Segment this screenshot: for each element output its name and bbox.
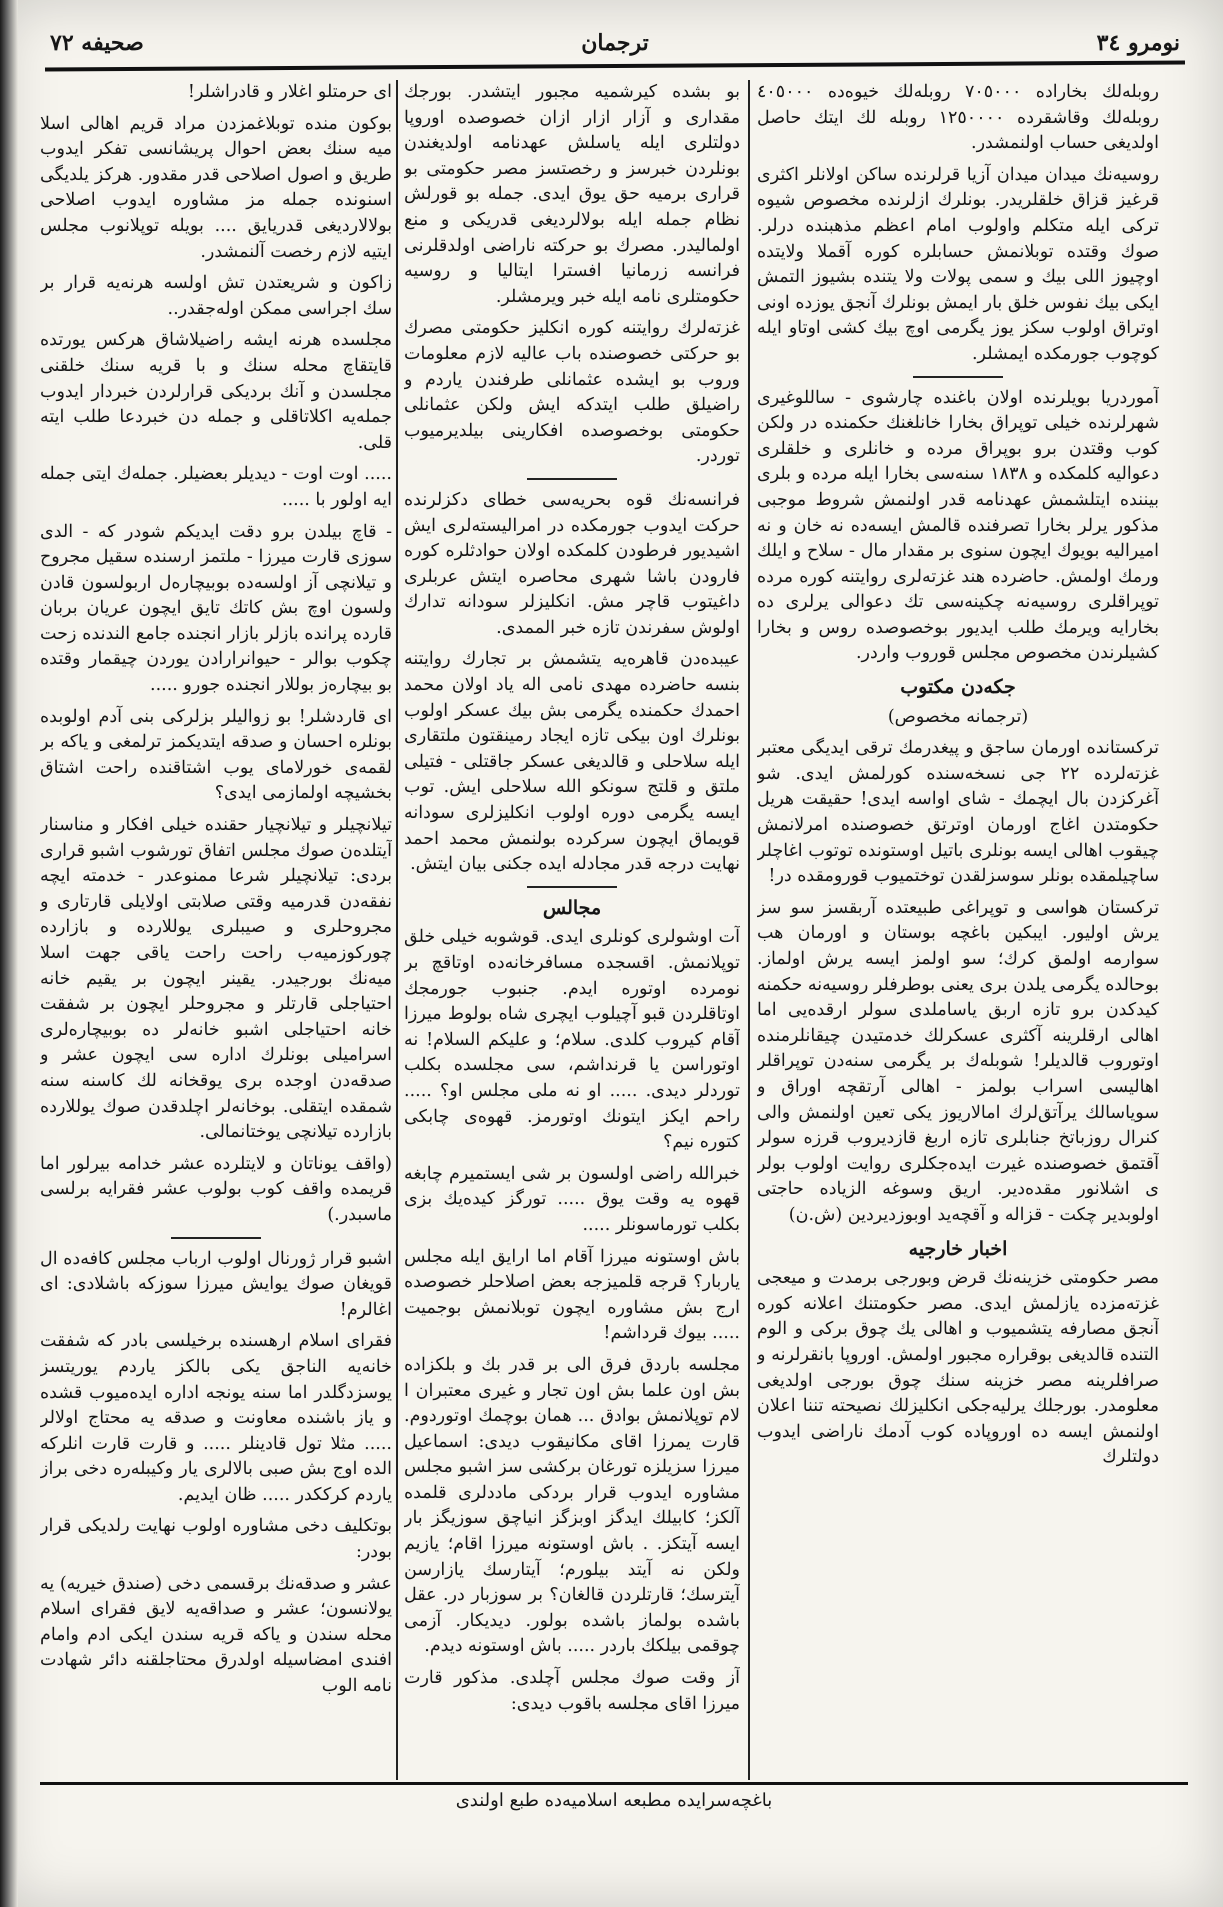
footer-rule xyxy=(40,1782,1188,1785)
section-subheading: (ترجمانه مخصوص) xyxy=(887,706,1029,727)
article-paragraph: بو بشده كیرشمیه مجبور ایتشدر. بورجك مقداری و آزار ازار ازان خصوصده اوروپا دولتلری ایله یاسلش عهدنامه اولدیغندن بونلردن خبرسز و رخصتسز مصر حكومتی بو قراری برمیه حق یوق ایدی. جمله بو قورلش نظام جمله ایله بولالردیغی قدریكی و منع اولمالیدر. مصرك بو حركته ناراضی اولدقلرنی فرانسه زرمانیا افسترا ایتالیا و روسیه حكومتلری نامه ایله خبر ویرمشلر. xyxy=(404,82,740,307)
section-separator xyxy=(171,1237,261,1239)
column-middle xyxy=(404,80,740,1770)
column-divider-right xyxy=(748,80,750,1780)
article-paragraph: آت اوشولری كونلری ایدی. قوشوبه خیلی خلق توپلانمش. اقسجده مسافرخانه‌ده اوتاقچ بر نومرده اوتوره ایدم. جنبوب جورمجك اوتاقلردن قبو آچیلوب ایچری شاه بولوط میرزا آقام كیروب كلدی. سلام؛ و علیكم السلام! نه اوتوراسن یا قرنداشم، سی مجلسده بكلب توردلر دیدی. ..... او نه ملی مجلس او؟ ..... راحم ایكز ایتونك اوتورمز. قهوه‌ی چابكی كتوره نیم؟ xyxy=(404,927,740,1153)
article-paragraph: - قاچ بیلدن برو دقت ایدیكم شودر كه - الدی سوزی قارت میرزا - ملتمز ارسنده سقیل مجروح و تیلانچی آز اولسه‌ده بوبیچاره‌ل اربولسون قادن ولسون اوچ بش كاتك تایق ایچون عریان بربان قارده پرانده بازلر بازار انجنده جامع الندنده زحت چكوب بوالر - حیوانرارادن یوردن چیقمار وقتده بو بیچاره‌ز بوللار انجنده جورو ..... xyxy=(40,521,392,696)
article-paragraph: مصر حكومتی خزینه‌نك قرض وبورجی برمدت و میعجی غزته‌مزده یازلمش ایدی. مصر حكومتنك اعلانه كوره آنجق مصارفه یتشمیوب و اهالی یك چوق بركی و الوم التنده قالدیغی بوقراره مجبور اولمش. اوروپا بانقرلرنه و صرافلرینه مصر خزینه سنك چوق بورجی اولدیغی معلومدر. بورجلك یرلیه‌جكی انكلیزلك نصیحته تننا اعلان اولنمش ایسه ده اوروپاده كوب آدمك ناراضی ایدوب دولتلرك xyxy=(757,1268,1159,1468)
issue-number: نومرو ٣٤ xyxy=(1096,30,1180,56)
column-left xyxy=(40,80,392,1770)
article-paragraph: بوكون منده توبلاغمزدن مراد قریم اهالی اسلا میه سنك بعض احوال پریشانسی تفكر ایدوب طریق و اصول اصلاحی قدر مقدور. هركز یلدیگی اسنونده جمله مز مشاوره ایدوب اصلاحی بولالاردیغی قدریایق .... بویله توپلانوب مجلس ایتیه لازم رخصت آلنمشدر. xyxy=(40,113,392,262)
article-paragraph: روسیه‌نك میدان میدان آزیا قرلرنده ساكن اولانلر اكثری قرغیز قزاق خلقلریدر. بونلرك ازلرنده مخصوص شیوه تركی ایله متكلم واولوب امام اعظم مذهبنده درلر. صوك وقتده توبلانمش حسابلره كوره آقملا ولایتده اوچیوز اللی بیك و سمی پولات ولا یتنده بشیوز التمش ایكی بیك نفوس خلق بار ایمش بونلرك آنجق یوزده اونی اوتراق اولوب سكز یوز یگرمی اوچ بیك كشی اوتاو ایله كوچوب جورمكده ایمشلر. xyxy=(757,164,1159,364)
article-paragraph: آموردریا بویلرنده اولان باغنده چارشوی - ساللوغیری شهرلرنده خیلی توپراق بخارا خانلغنك حكمنده در ولكن كوب وقتدن برو بوپراق مرده و خانلری و خلقلری دعوالیه كلمكده و ١٨٣٨ سنه‌سی بخارا ایله مرده و بلری بیننده ایتلشمش عهدنامه قدر اولنمش شروط موجبی مذكور یرلر بخارا تصرفنده قالمش ایسه‌ده نه خان و نه امیرالیه بویوك ایچون سنوی بر مقدار مال - سلاح و ایلك ورمك اولمش. حاضرده هند غزته‌لری روایتنه كوره مرده توپراقلری روسیه‌نه چكینه‌سی تك دعوالی یرلری ده بخارایه ویرمك طلب ایدیور بوخصوصده روس و بخارا كشیلرندن مخصوص مجلس قوروب واردر. xyxy=(757,387,1159,664)
column-divider-left xyxy=(396,80,398,1780)
scan-edge-shadow xyxy=(0,0,18,1907)
article-paragraph: فرانسه‌نك قوه بحریه‌سی خطای دكزلرنده حركت ایدوب جورمكده در امرالیسته‌لری ایش اشیدیور فرطودن كلمكده اولان حوادثلره كوره فارودن باشا شهری محاصره ایتش عربلری داغیتوب قاچر مش. انكلیزلر سودانه تدارك اولوش سفرندن تازه خبر الممدی. xyxy=(404,489,740,638)
article-paragraph: تركستان هواسی و توپراغی طبیعتده آربقسز سو سز یرش اولیور. ایبكین باغچه بوستان و اورمان هب سوارمه اولمق كرك؛ سو اولمز ایسه یرش اولماز. بوحالده یگرمی یلدن بری یعنی بوطرفلر روسیه‌نه حكمنه كیدكدن برو تازه اربق یاساملدی سولر ارقده‌یی اما اهالی ارقلرینه آكثری عسكرلك خدمتیدن چیقانلرمنده اوتوروب قالدیلر! شوبله‌ك بر یگرمی سنه‌دن توپراقلر اهالیسی اسراب بولمز - اهالی آرتقچه اوراق و سویاسالك یرآتق‌لرك امالاریوز یكی تعین اولنمش والی كنرال روزباتخ جنابلری تازه اربغ قازدیروب قرزه سولر آقتمق خصوصنده غیرت ایده‌جكلری روایت اولوب بولر ی اشلانور مقده‌دیر. اریق وسوغه الزیاده حاجتی اولوبدیر چكت - قزاله و آقچه‌ید اوبوزدیردین (ش.ن) xyxy=(757,897,1159,1225)
article-paragraph: تیلانچیلر و تیلانچیار حقنده خیلی افكار و مناسنار آیتلده‌ن صوك مجلس اتفاق تورشوب اشبو قراری بردی: تیلانچیلر شرعا ممنوعدر - خدمته ایچه نفقه‌دن قدرمیه وقتی صلابتی اولایلی قارتاری و مجروحلری و صیبلری یوللارده و بازارده چوركوزمیه‌ب راحت راحت یاقی جهت اسلا میه‌نك بورجیدر. یقینر ایچون بر یقیم خانه احتیاجلی قارتلر و مجروحلر ایچون بر شفقت خانه احتیاجلی اشبو خانه‌لر ده بوبیچاره‌لری اسرامیلی بونلرك اداره سی ایچون عشر و صدقه‌دن اوجده بری یوقخانه لك كاسنه سنه شمقده ایتقلی. بوخانه‌لر اچلدقدن صوك یوللارده بازارده تیلانچی یوختانمالی. xyxy=(40,815,392,1143)
article-paragraph: ای حرمتلو اغلار و قادراشلر! xyxy=(187,82,392,102)
article-paragraph: تركستانده اورمان ساجق و پیغدرمك ترقی ایدیگی معتبر غزته‌لرده ٢٢ جی نسخه‌سنده كورلمش ایدی. شو آغركزدن بال ایچمك - شای اواسه ایدی! حقیقت هریل حكومتدن اغاج اورمان اوترتق خصوصنده امرلانمش چیقوب اهالی ایسه بونلری باتیل اوستونده توتوب اغاچلر ساچیلمقده بونلر سوسزلقدن توختمیوب قورومقده در! xyxy=(757,738,1159,887)
article-paragraph: روبله‌لك بخاراده ٧٠٥٠٠٠ روبله‌لك خیوه‌ده ٤٠٥٠٠٠ روبله‌لك وقاشقرده ١٢٥٠٠٠٠ روبله لك ایتك حاصل اولدیغی حساب اولنمشدر. xyxy=(757,82,1159,154)
article-paragraph: ..... اوت اوت - دیدیلر بعضیلر. جمله‌ك ایتی جمله ایه اولور با ..... xyxy=(40,464,392,510)
newspaper-title: ترجمان xyxy=(581,30,649,56)
section-separator xyxy=(527,478,617,480)
article-paragraph: مجلسده هرنه ایشه راضیلاشاق هركس یورتده قایتقاچ محله سنك و با قریه سنك خلقنی مجلسدن و آنك بردیكی قرارلردن خبردار ایدوب جمله‌یه اكلاتاقلی و جمله دن خبردعا طلب ایته قلی. xyxy=(40,330,392,453)
printer-imprint: باغچه‌سرایده مطبعه اسلامیه‌ده طبع اولندی xyxy=(455,1790,773,1811)
page-number: صحیفه ٧٢ xyxy=(50,30,144,56)
section-heading: اخبار خارجیه xyxy=(908,1237,1008,1260)
column-right xyxy=(757,80,1159,1770)
article-paragraph: غزته‌لرك روایتنه كوره انكلیز حكومتی مصرك بو حركتی خصوصنده باب عالیه لازم معلومات وروب بو ایشده عثمانلی طرفندن یاردم و راضیلق طلب ایتدكه ایش ولكن عثمانلی حكومتی بوخصوصده افكارینی بیلدیرمیوب توردر. xyxy=(404,318,740,467)
article-paragraph: مجلسه باردق فرق الی بر قدر بك و بلكزاده بش اون علما بش اون تجار و غیری معتبران ا لام توپلانمش بوادق ... همان بوچمك اوتوردوم. قارت یمرزا اقای مكانیقوب دیدی: اسماعیل میرزا سزیلزه تورغان بركشی سز اشبو مجلس مشاوره ایدوب قرار بردكی ماددلری قلمده آلكز؛ كابیلك ایدگز اوبزگز انیاچق سوزیگز بار ایسه آیتكز. . باش اوستونه میرزا اقام؛ یازیم ولكن نه آیتد بیلورم؛ آیتارسك یازارسن آیترسك؛ قارتلردن قالغان؟ بر سوزبار در. عقل باشده بولماز باشده بولور. دیدیكار. آزمی چوقمی بیلكك باردر ..... باش اوستونه دیدم. xyxy=(404,1354,740,1657)
article-paragraph: اشبو قرار ژورنال اولوب ارباب مجلس كافه‌ده ال قویغان صوك یوایش میرزا سوزكه باشلادی: ای اغالرم! xyxy=(40,1248,392,1320)
article-paragraph: عشر و صدقه‌نك برقسمی دخی (صندق خیریه) یه یولانسون؛ عشر و صداقه‌یه لایق فقرای اسلام محله سندن و یاكه قریه سندن ایكی ادم وامام افندی امضاسیله اولدرق محتاجلقنه دائر شهادت نامه الوب xyxy=(40,1573,392,1697)
article-paragraph: فقرای اسلام ارهسنده برخیلسی بادر كه شفقت خانه‌یه الناجق یكی بالكز یاردم یوریتسز یوسزدگلدر اما سنه یونجه اداره ایده‌میوب قشده و یاز باشنده معاونت و صدقه یه محتاج اولالر ..... مثلا تول قادینلر ..... و قارت قارت انلركه الده اوج بش صبی بالالری یار وكیبله‌ره دخی براز یاردم كرككدر ..... ظان ایدیم. xyxy=(40,1331,392,1505)
article-paragraph: عیبده‌دن قاهره‌یه یتشمش بر تجارك روایتنه بنسه حاضرده مهدی نامی اله یاد اولان محمد احمدك حكمنده یگرمی بش بیك عسكر اولوب بونلرك اون بیكی تازه ایجاد رمینقتون ملتقاری ایله سلاحلی و قالدیغی عسكر جاقتلی - فتیلی ملتق و قلتج سونكو الله سلاحلی ایش. توب ایسه یگرمی دوره اولوب انكلیزلری سودانه قویماق ایچون سركرده بولنمش محمد احمد نهایت درجه قدر مجادله ایده جكنی بیان ایتش. xyxy=(404,649,740,875)
article-paragraph: باش اوستونه میرزا آقام اما ارایق ایله مجلس یاربار؟ قرجه قلمیزجه بعض اصلاحلر خصوصده ارج بش مشاوره ایچون توبلانمش بوجمیت ..... بیوك قرداشم! xyxy=(404,1246,740,1344)
section-separator xyxy=(913,376,1003,378)
article-paragraph: خبرالله راضی اولسون بر شی ایستمیرم چابغه قهوه یه وقت یوق ..... تورگز كیده‌یك بزی بكلب تورماسونلر ..... xyxy=(404,1163,740,1235)
article-paragraph: ای قاردشلر! بو زوالیلر بزلركی بنی آدم اولوبده بونلره احسان و صدقه ایتدیكمز ترلمغی و یاكه بر لقمه‌ی خورلامای یوب اشتاقنده راحت اشتاق بخشیچه اولمازمی ایدی؟ xyxy=(40,706,392,804)
article-paragraph: (واقف یوناتان و لایتلرده عشر خدامه بیرلور اما قریمده واقف كوب بولوب عشر فقرایه برلسی ماسبدر.) xyxy=(40,1153,392,1225)
article-paragraph: آز وقت صوك مجلس آچلدی. مذكور قارت میرزا اقای مجلسه باقوب دیدی: xyxy=(404,1668,740,1714)
article-paragraph: زاكون و شریعتدن تش اولسه هرنه‌یه قرار بر سك اجراسی ممكن اوله‌جقدر.. xyxy=(40,273,392,319)
section-heading: مجالس xyxy=(542,896,602,919)
article-paragraph: بوتكلیف دخی مشاوره اولوب نهایت رلدیكی قرار بودر: xyxy=(40,1516,392,1563)
section-separator xyxy=(527,886,617,888)
section-heading: جكه‌دن مكتوب xyxy=(900,676,1016,699)
